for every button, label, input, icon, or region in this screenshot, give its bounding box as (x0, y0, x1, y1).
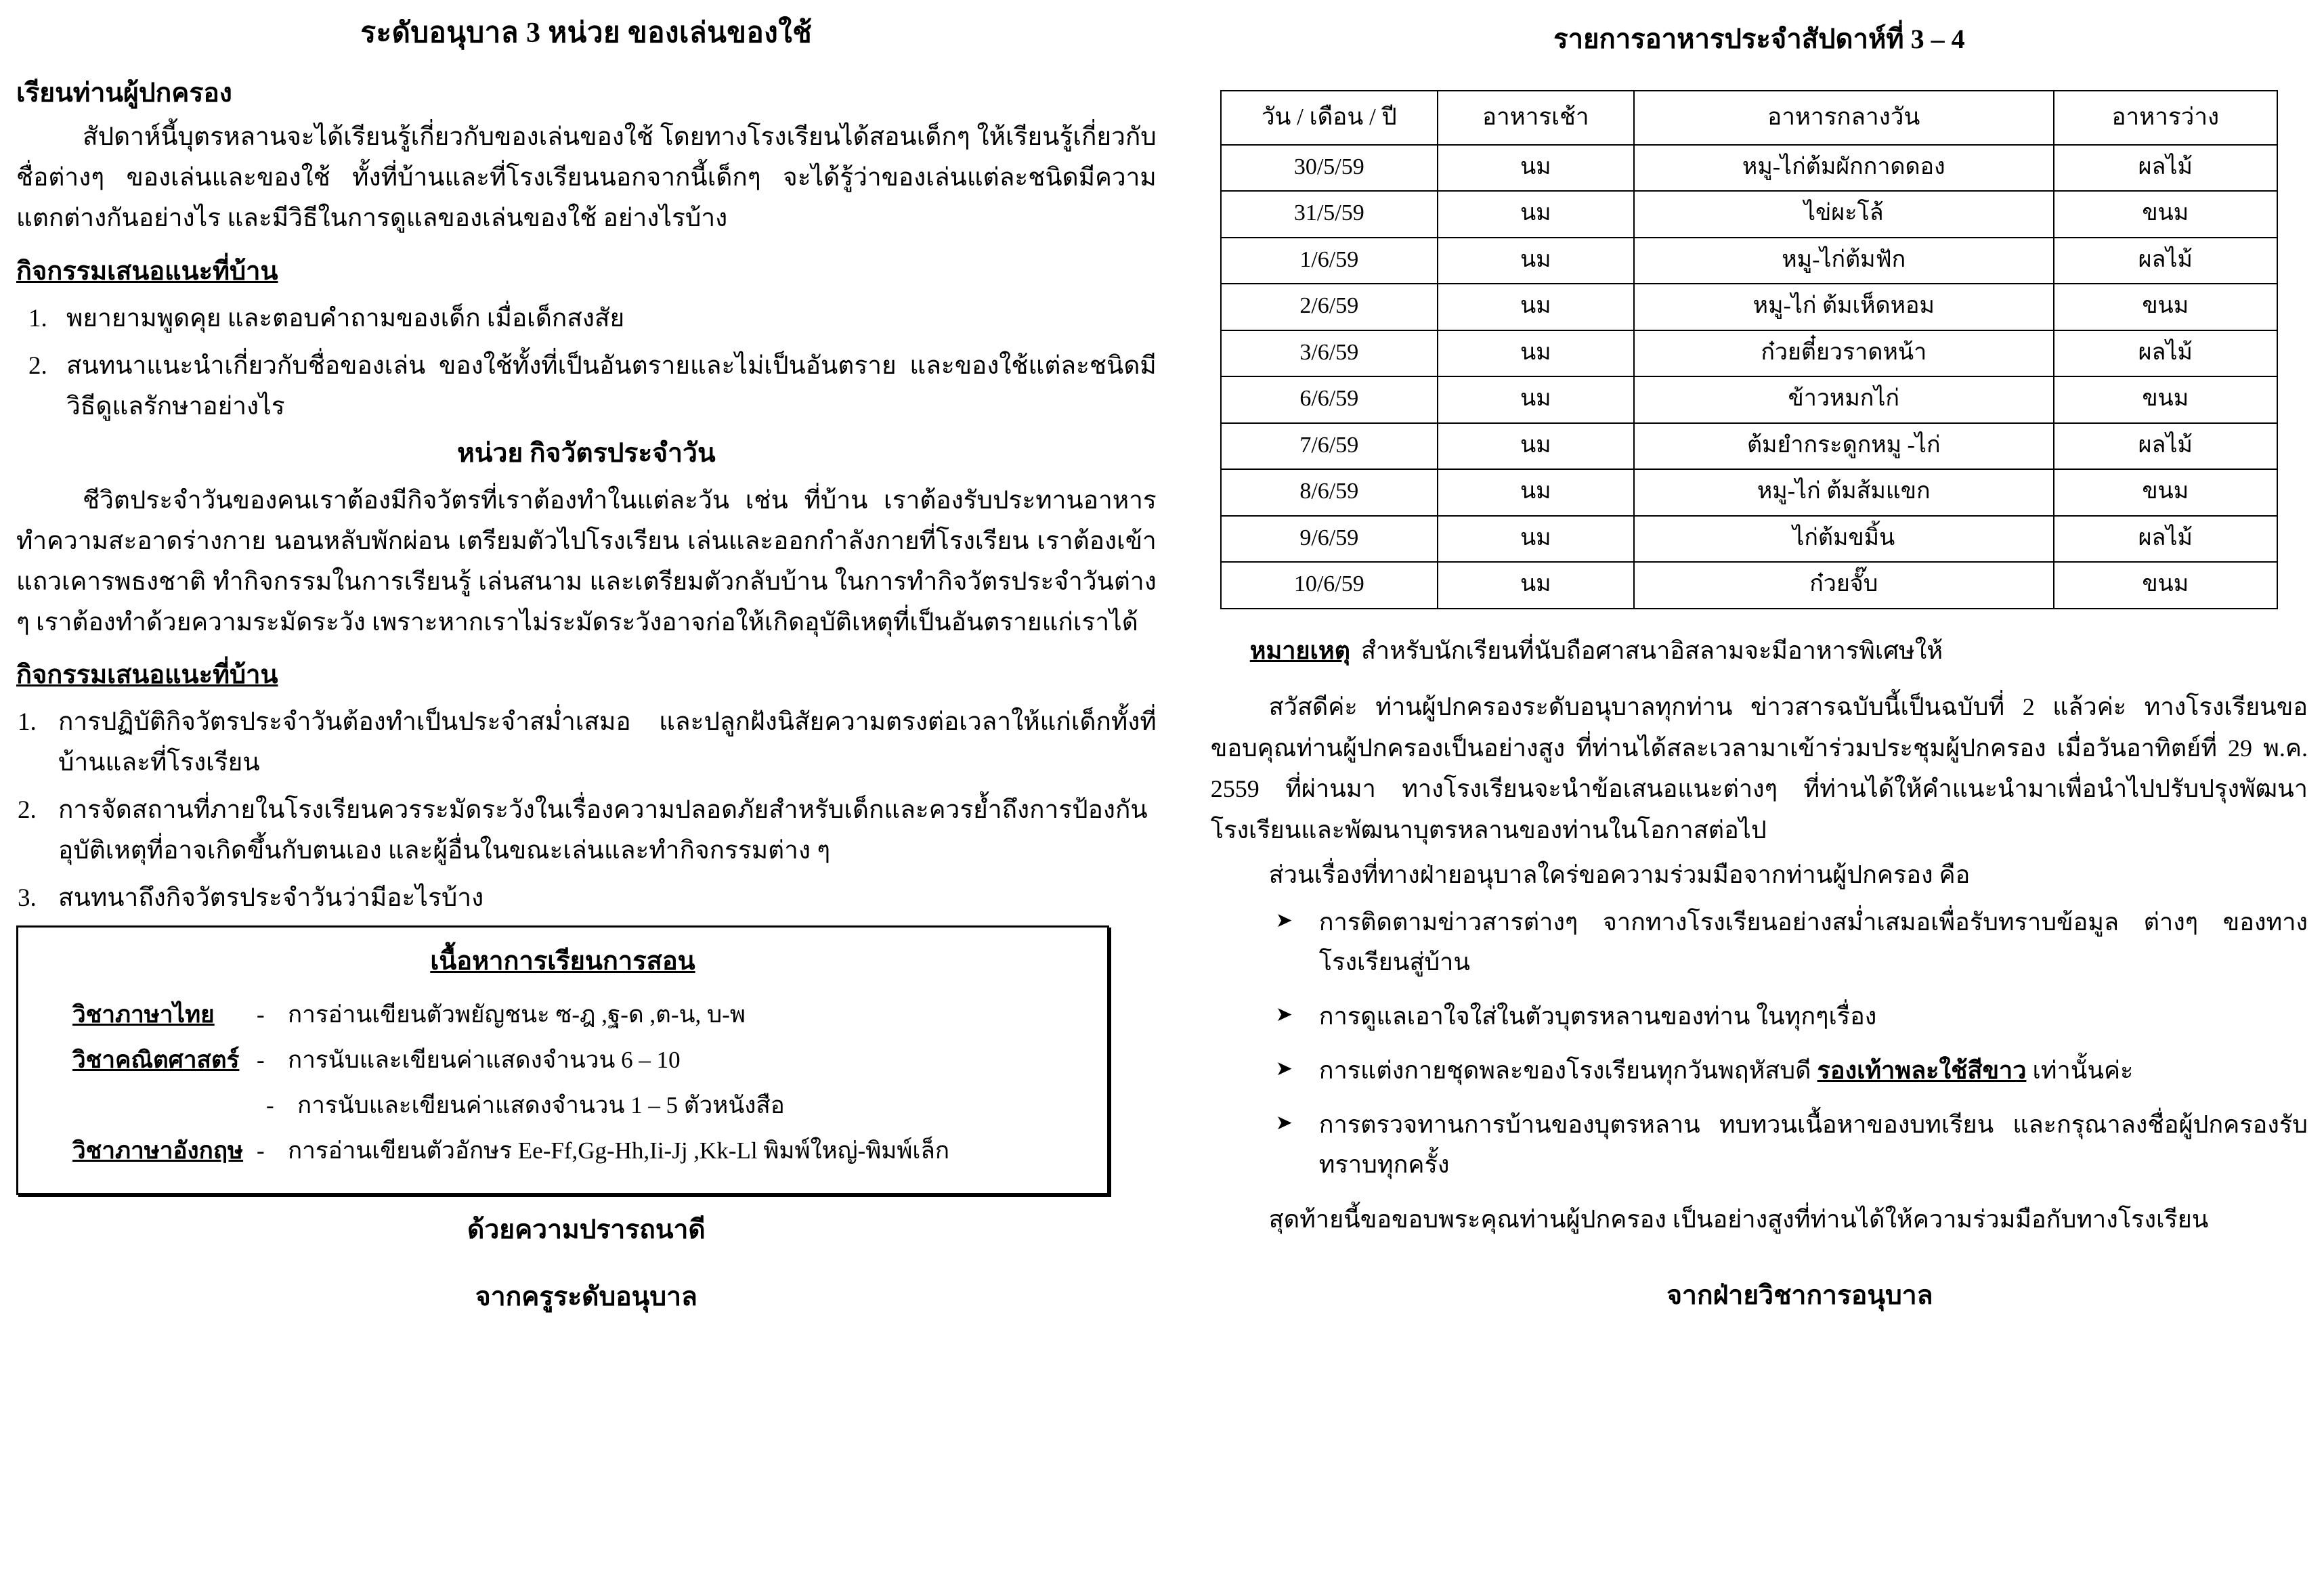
curriculum-row (33, 1043, 1092, 1076)
curriculum-row (33, 1089, 1092, 1122)
cell-date: 6/6/59 (1221, 376, 1438, 423)
greeting-paragraph: สวัสดีค่ะ ท่านผู้ปกครองระดับอนุบาลทุกท่าน ข่าวสารฉบับนี้เป็นฉบับที่ 2 แล้วค่ะ ทางโรงเรียนขอขอบคุณท่านผู้ปกครองเป็นอย่างสูง ที่ท่านได้สละเวลามาเข้าร่วมประชุมผู้ปกครอง เมื่อวันอาทิตย์ที่ 29 พ.ค. 2559 ที่ผ่านมา ทางโรงเรียนจะนำข้อเสนอแนะต่างๆ ที่ท่านได้ให้คำแนะนำมาเพื่อนำไปปรับปรุงพัฒนาโรงเรียนและพัฒนาบุตรหลานของท่านในโอกาสต่อไป (1210, 693, 2308, 844)
note-label: หมายเหตุ (1249, 636, 1350, 664)
subject-name: วิชาภาษาอังกฤษ (72, 1137, 244, 1164)
list-item: สนทนาถึงกิจวัตรประจำวันว่ามีอะไรบ้าง (58, 884, 484, 912)
curriculum-box (16, 925, 1109, 1195)
table-row (1221, 145, 2277, 192)
subject-description: การอ่านเขียนตัวพยัญชนะ ซ-ฎ ,ฐ-ด ,ต-น, บ-พ (288, 1001, 746, 1028)
column-header-breakfast: อาหารเช้า (1438, 91, 1634, 145)
cell-lunch: ก๋วยตี๋ยวราดหน้า (1634, 330, 2054, 377)
cell-date: 3/6/59 (1221, 330, 1438, 377)
closing-signature: จากครูระดับอนุบาล (475, 1282, 697, 1311)
request-text: การตรวจทานการบ้านของบุตรหลาน ทบทวนเนื้อหาของบทเรียน และกรุณาลงชื่อผู้ปกครองรับทราบทุกครั้ง (1318, 1110, 2308, 1179)
subject-description: การนับและเขียนค่าแสดงจำนวน 6 – 10 (288, 1046, 681, 1073)
cell-lunch: หมู-ไก่ ต้มเห็ดหอม (1634, 284, 2054, 330)
cell-snack: ขนม (2054, 191, 2277, 238)
table-row (1221, 284, 2277, 330)
activity-list-2 (16, 702, 1157, 919)
table-row (1221, 191, 2277, 238)
request-text: การดูแลเอาใจใส่ในตัวบุตรหลานของท่าน ในทุกๆเรื่อง (1318, 1003, 1877, 1030)
cell-lunch: ไก่ต้มขมิ้น (1634, 516, 2054, 563)
table-row (1221, 516, 2277, 563)
table-row (1221, 423, 2277, 470)
note-text: สำหรับนักเรียนที่นับถือศาสนาอิสลามจะมีอาหารพิเศษให้ (1360, 636, 1943, 664)
final-paragraph: สุดท้ายนี้ขอขอบพระคุณท่านผู้ปกครอง เป็นอย่างสูงที่ท่านได้ให้ความร่วมมือกับทางโรงเรียน (1268, 1206, 2209, 1234)
cell-date: 30/5/59 (1221, 145, 1438, 192)
table-row (1221, 238, 2277, 284)
menu-note (1250, 632, 2308, 670)
cell-lunch: ก๋วยจั๊บ (1634, 562, 2054, 609)
cell-snack: ขนม (2054, 469, 2277, 516)
cell-snack: ผลไม้ (2054, 423, 2277, 470)
subject-description: การอ่านเขียนตัวอักษร Ee-Ff,Gg-Hh,Ii-Jj ,Kk-Ll พิมพ์ใหญ่-พิมพ์เล็ก (288, 1137, 950, 1164)
cell-breakfast: นม (1438, 284, 1634, 330)
page-title: ระดับอนุบาล 3 หน่วย ของเล่นของใช้ (360, 18, 813, 49)
cell-breakfast: นม (1438, 469, 1634, 516)
cell-breakfast: นม (1438, 516, 1634, 563)
cell-date: 2/6/59 (1221, 284, 1438, 330)
cell-lunch: ไข่ผะโล้ (1634, 191, 2054, 238)
cell-lunch: ต้มยำกระดูกหมู -ไก่ (1634, 423, 2054, 470)
cell-date: 10/6/59 (1221, 562, 1438, 609)
list-item (1211, 902, 2308, 984)
request-text-after: เท่านั้นค่ะ (2026, 1056, 2134, 1084)
dash-separator: - (257, 1001, 265, 1028)
dash-separator: - (257, 1137, 265, 1164)
menu-title: รายการอาหารประจำสัปดาห์ที่ 3 – 4 (1553, 24, 1965, 54)
curriculum-title: เนื้อหาการเรียนการสอน (430, 946, 695, 976)
list-item: การจัดสถานที่ภายในโรงเรียนควรระมัดระวังในเรื่องความปลอดภัยสำหรับเด็กและควรย้ำถึงการป้องกันอุบัติเหตุที่อาจเกิดขึ้นกับตนเอง และผู้อื่นในขณะเล่นและทำกิจกรรมต่าง ๆ (58, 796, 1148, 865)
curriculum-row (33, 998, 1092, 1031)
dash-separator: - (257, 1046, 265, 1073)
cell-snack: ผลไม้ (2054, 238, 2277, 284)
table-header-row (1221, 91, 2277, 145)
cell-breakfast: นม (1438, 191, 1634, 238)
cell-breakfast: นม (1438, 423, 1634, 470)
request-list (1211, 902, 2308, 1186)
salutation: เรียนท่านผู้ปกครอง (16, 78, 232, 108)
cell-breakfast: นม (1438, 330, 1634, 377)
cell-snack: ขนม (2054, 376, 2277, 423)
cell-lunch: หมู-ไก่ ต้มส้มแขก (1634, 469, 2054, 516)
left-column (16, 12, 1180, 1570)
list-item (1211, 997, 2308, 1037)
food-menu-table (1220, 90, 2278, 609)
request-emphasis: รองเท้าพละใช้สีขาว (1817, 1056, 2027, 1084)
subject-description: การนับและเขียนค่าแสดงจำนวน 1 – 5 ตัวหนังสือ (297, 1091, 785, 1118)
closing-wish: ด้วยความปรารถนาดี (467, 1215, 706, 1244)
cell-lunch: หมู-ไก่ต้มผักกาดดอง (1634, 145, 2054, 192)
activity-section-1 (16, 248, 1157, 427)
unit2-paragraph: ชีวิตประจำวันของคนเราต้องมีกิจวัตรที่เราต้องทำในแต่ละวัน เช่น ที่บ้าน เราต้องรับประทานอาหาร ทำความสะอาดร่างกาย นอนหลับพักผ่อน เตรียมตัวไปโรงเรียน เล่นและออกกำลังกายที่โรงเรียน เราต้องเข้าแถวเคารพธงชาติ ทำกิจกรรมในการเรียนรู้ เล่นสนาม และเตรียมตัวกลับบ้าน ในการทำกิจวัตรประจำวันต่าง ๆ เราต้องทำด้วยความระมัดระวัง เพราะหากเราไม่ระมัดระวังอาจก่อให้เกิดอุบัติเหตุที่เป็นอันตรายแก่เราได้ (16, 486, 1157, 636)
unit2-heading: หน่วย กิจวัตรประจำวัน (457, 439, 716, 468)
activity-heading-1: กิจกรรมเสนอแนะที่บ้าน (16, 257, 278, 286)
cell-date: 8/6/59 (1221, 469, 1438, 516)
cell-snack: ขนม (2054, 284, 2277, 330)
list-item (1211, 1051, 2308, 1091)
closing-signature: จากฝ่ายวิชาการอนุบาล (1666, 1280, 1933, 1310)
cell-snack: ผลไม้ (2054, 516, 2277, 563)
subject-name: วิชาภาษาไทย (72, 1001, 215, 1028)
column-header-snack: อาหารว่าง (2054, 91, 2277, 145)
cell-date: 7/6/59 (1221, 423, 1438, 470)
list-item: การปฏิบัติกิจวัตรประจำวันต้องทำเป็นประจำสม่ำเสมอ และปลูกฝังนิสัยความตรงต่อเวลาให้แก่เด็กทั้งที่บ้านและที่โรงเรียน (58, 708, 1157, 777)
cell-snack: ขนม (2054, 562, 2277, 609)
intro-paragraph: สัปดาห์นี้บุตรหลานจะได้เรียนรู้เกี่ยวกับของเล่นของใช้ โดยทางโรงเรียนได้สอนเด็กๆ ให้เรียนรู้เกี่ยวกับชื่อต่างๆ ของเล่นและของใช้ ทั้งที่บ้านและที่โรงเรียนนอกจากนี้เด็กๆ จะได้รู้ว่าของเล่นแต่ละชนิดมีความแตกต่างกันอย่างไร และมีวิธีในการดูแลของเล่นของใช้ อย่างไรบ้าง (16, 123, 1157, 232)
list-item (1211, 1105, 2308, 1186)
cell-lunch: ข้าวหมกไก่ (1634, 376, 2054, 423)
cell-breakfast: นม (1438, 238, 1634, 284)
table-row (1221, 562, 2277, 609)
cell-snack: ผลไม้ (2054, 145, 2277, 192)
dash-separator: - (266, 1091, 274, 1118)
cell-snack: ผลไม้ (2054, 330, 2277, 377)
cell-date: 1/6/59 (1221, 238, 1438, 284)
activity-heading-2: กิจกรรมเสนอแนะที่บ้าน (16, 661, 278, 690)
request-text: การติดตามข่าวสารต่างๆ จากทางโรงเรียนอย่างสม่ำเสมอเพื่อรับทราบข้อมูล ต่างๆ ของทางโรงเรียนสู่บ้าน (1318, 908, 2308, 976)
cell-lunch: หมู-ไก่ต้มฟัก (1634, 238, 2054, 284)
column-header-date: วัน / เดือน / ปี (1221, 91, 1438, 145)
right-column (1180, 12, 2308, 1570)
column-header-lunch: อาหารกลางวัน (1634, 91, 2054, 145)
activity-section-2 (16, 652, 1157, 918)
request-lead: ส่วนเรื่องที่ทางฝ่ายอนุบาลใคร่ขอความร่วมมือจากท่านผู้ปกครอง คือ (1268, 861, 1971, 889)
list-item: สนทนาแนะนำเกี่ยวกับชื่อของเล่น ของใช้ทั้งที่เป็นอันตรายและไม่เป็นอันตราย และของใช้แต่ละชนิดมีวิธีดูแลรักษาอย่างไร (66, 351, 1157, 420)
cell-date: 31/5/59 (1221, 191, 1438, 238)
activity-list-1 (16, 299, 1157, 427)
table-row (1221, 469, 2277, 516)
cell-breakfast: นม (1438, 562, 1634, 609)
request-text: การแต่งกายชุดพละของโรงเรียนทุกวันพฤหัสบดี (1318, 1056, 1817, 1084)
table-row (1221, 330, 2277, 377)
curriculum-row (33, 1134, 1092, 1167)
subject-name: วิชาคณิตศาสตร์ (72, 1046, 240, 1073)
cell-breakfast: นม (1438, 145, 1634, 192)
cell-date: 9/6/59 (1221, 516, 1438, 563)
list-item: พยายามพูดคุย และตอบคำถามของเด็ก เมื่อเด็กสงสัย (66, 304, 625, 332)
table-row (1221, 376, 2277, 423)
cell-breakfast: นม (1438, 376, 1634, 423)
